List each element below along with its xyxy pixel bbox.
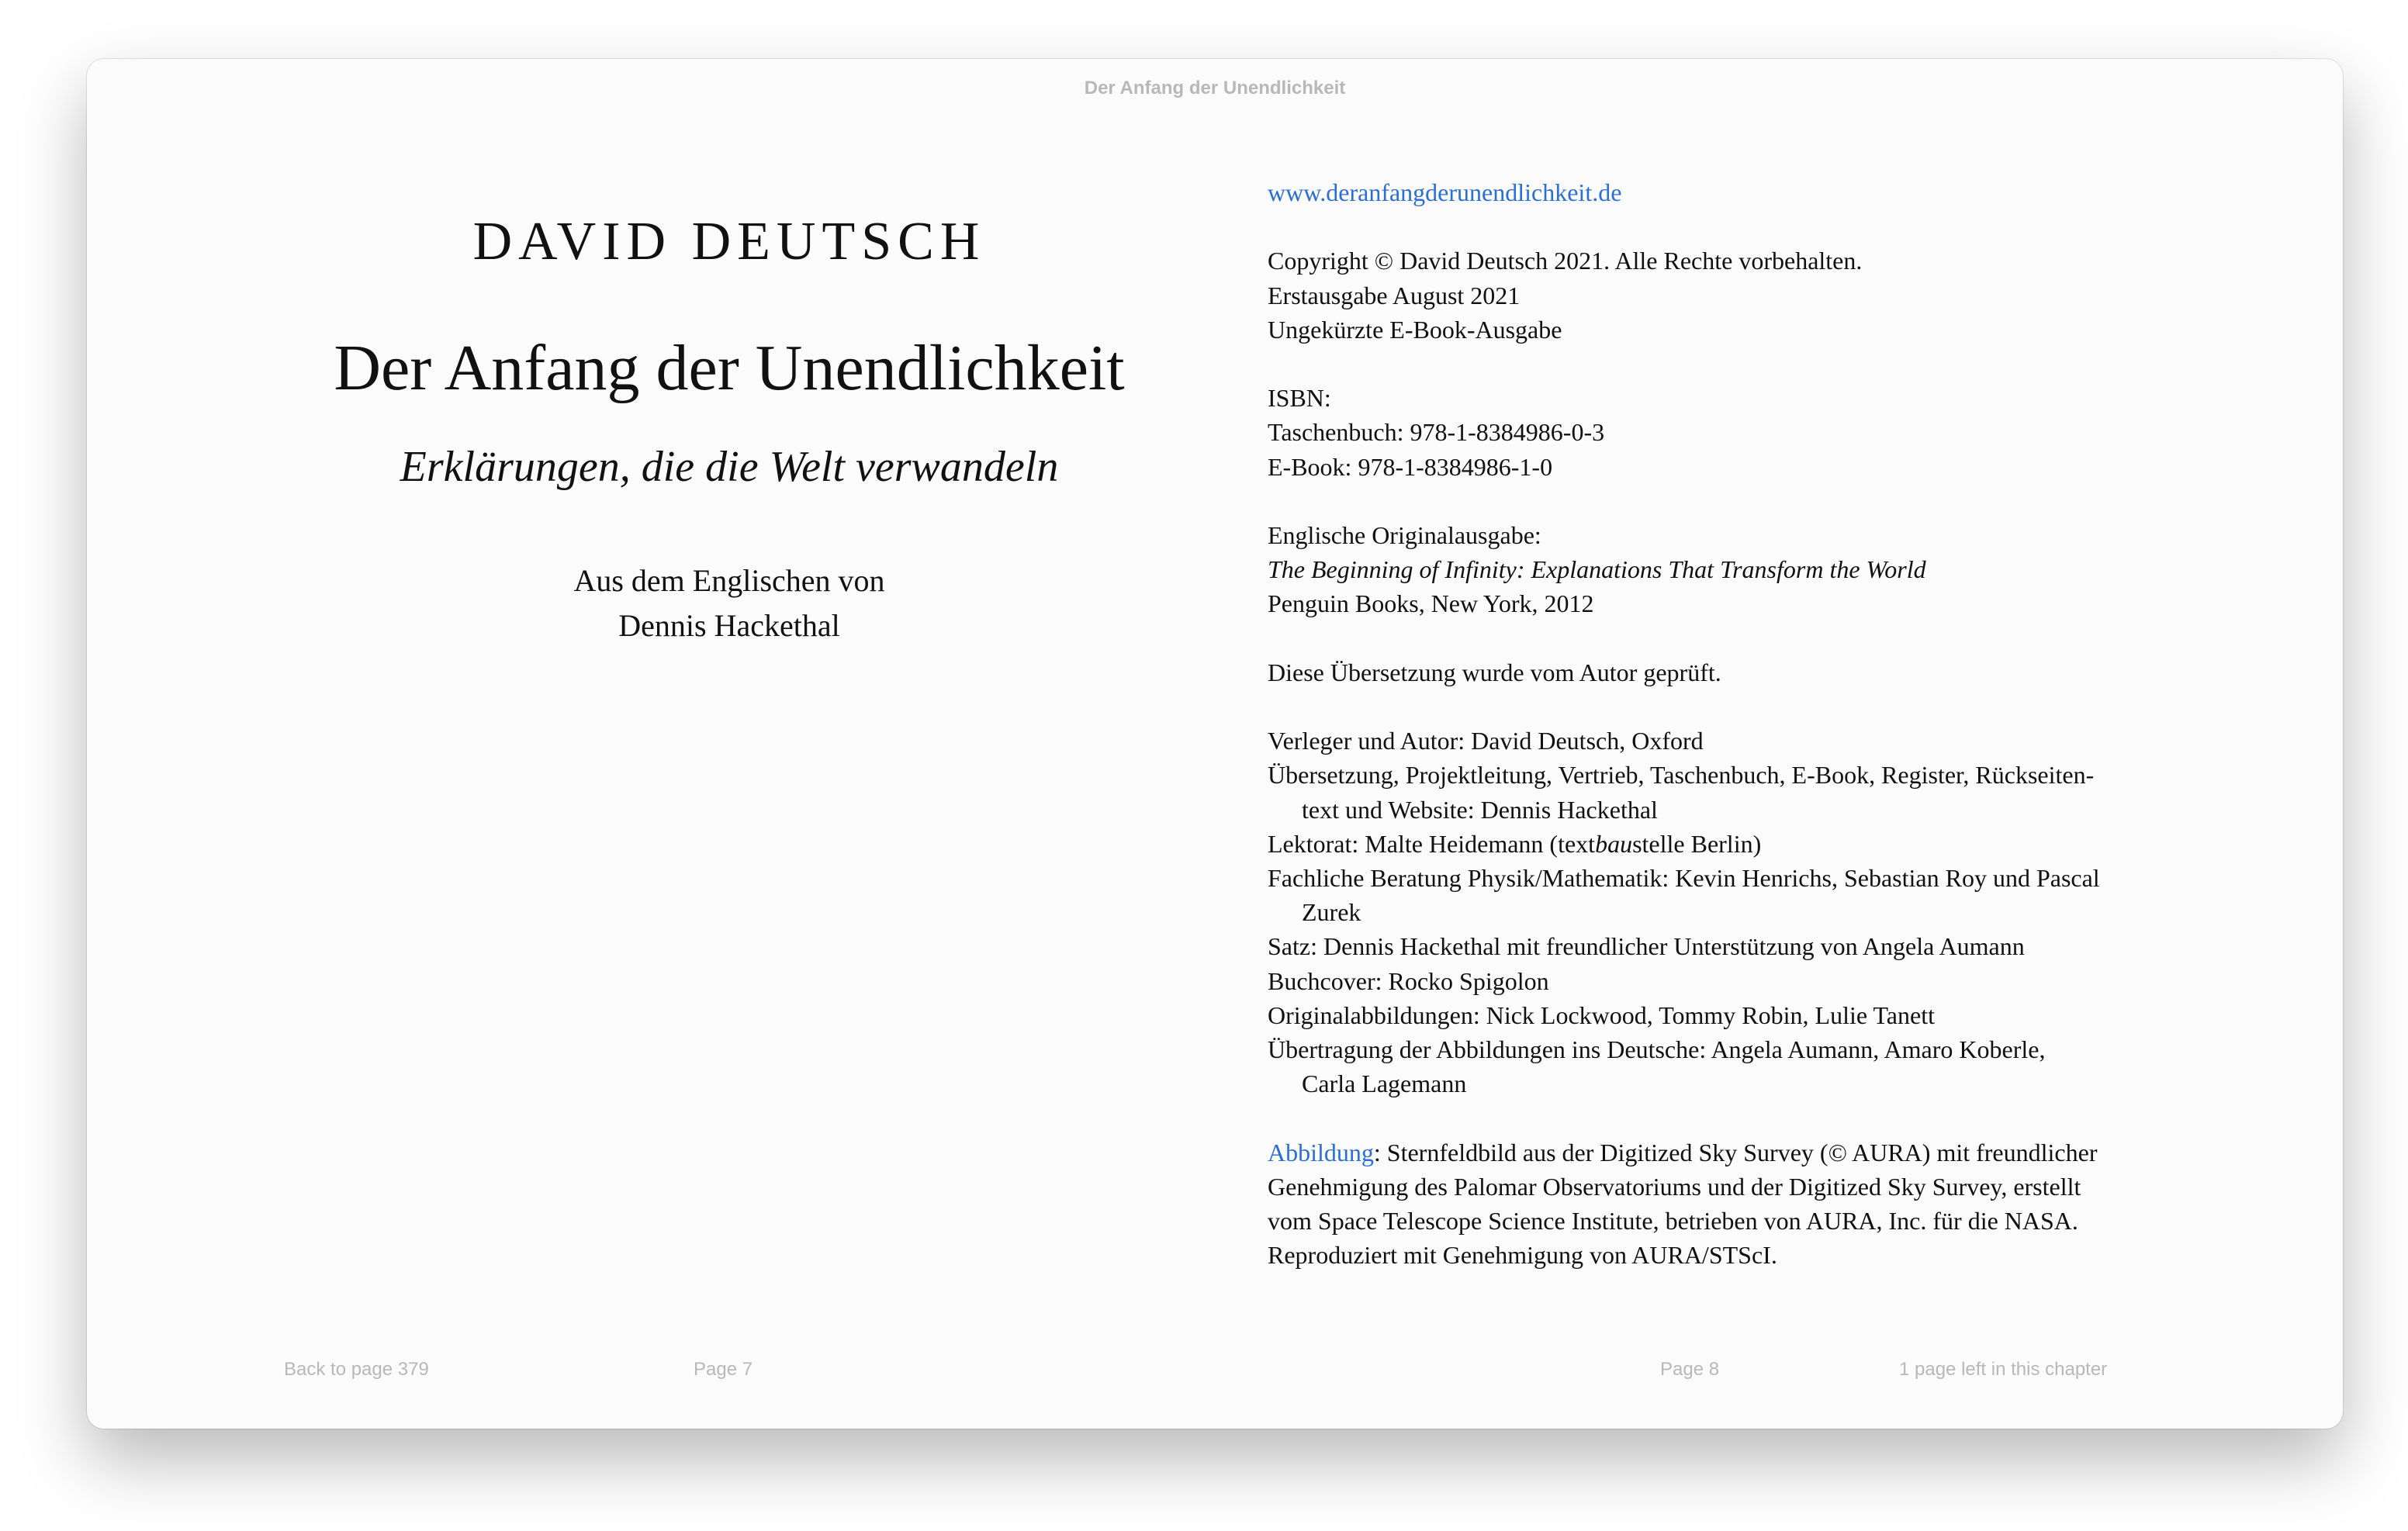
figure-link[interactable]: Abbildung: [1268, 1138, 1374, 1166]
original-title: The Beginning of Infinity: Explanations That Transform the World: [1268, 555, 1926, 584]
credit-editing-text-after: stelle Berlin): [1632, 829, 1762, 858]
credit-consulting: Fachliche Beratung Physik/Mathematik: Kevin Henrichs, Sebastian Roy und Pascal: [1268, 863, 2100, 892]
credit-translation-continued: text und Website: Dennis Hackethal: [1302, 795, 1658, 824]
credit-typesetting: Satz: Dennis Hackethal mit freundlicher Unterstützung von Angela Aumann: [1268, 932, 2025, 961]
isbn-label: ISBN:: [1268, 384, 1331, 413]
book-reader-window: [87, 59, 2343, 1429]
credit-editing-text-before: Lektorat: Malte Heidemann (text: [1268, 829, 1596, 858]
translator-line-2: Dennis Hackethal: [618, 608, 840, 643]
credit-translation: Übersetzung, Projektleitung, Vertrieb, Taschenbuch, E-Book, Register, Rückseiten-: [1268, 761, 2095, 790]
original-edition-label: Englische Originalausgabe:: [1268, 520, 1541, 549]
chapter-pages-remaining: 1 page left in this chapter: [1899, 1359, 2108, 1380]
right-page-number: Page 8: [1660, 1359, 1720, 1380]
first-edition-line: Erstausgabe August 2021: [1268, 281, 1521, 309]
translator-line-1: Aus dem Englischen von: [573, 563, 885, 598]
figure-credit-line-2: Genehmigung des Palomar Observatoriums und der Digitized Sky Survey, erstellt: [1268, 1172, 2081, 1201]
ebook-edition-line: Ungekürzte E-Book-Ausgabe: [1268, 315, 1562, 344]
credit-publisher: Verleger und Autor: David Deutsch, Oxford: [1268, 727, 1704, 755]
website-link[interactable]: www.deranfangderunendlichkeit.de: [1268, 178, 1622, 206]
credit-editing: [1268, 827, 2191, 861]
credit-illustrations-transfer: Übertragung der Abbildungen ins Deutsche: Angela Aumann, Amaro Koberle,: [1268, 1035, 2046, 1063]
credit-editing-text-italic: bau: [1595, 829, 1633, 858]
figure-credit-line-1: [1268, 1135, 2191, 1170]
window-title: Der Anfang der Unendlichkeit: [1084, 78, 1346, 98]
author-review-note: Diese Übersetzung wurde vom Autor geprüft.: [1268, 658, 1721, 686]
credit-illustrations-transfer-continued: Carla Lagemann: [1302, 1070, 1467, 1098]
left-page: [87, 59, 1372, 1429]
translator-credit: [87, 558, 1372, 648]
credit-illustrations: Originalabbildungen: Nick Lockwood, Tommy Robin, Lulie Tanett: [1268, 1001, 1935, 1029]
original-publisher: Penguin Books, New York, 2012: [1268, 589, 1594, 618]
isbn-paperback: Taschenbuch: 978-1-8384986-0-3: [1268, 418, 1605, 447]
book-title: Der Anfang der Unendlichkeit: [334, 332, 1125, 404]
book-subtitle: Erklärungen, die die Welt verwandeln: [400, 443, 1059, 491]
credit-cover: Buchcover: Rocko Spigolon: [1268, 966, 1549, 995]
back-to-page-link[interactable]: Back to page 379: [284, 1359, 429, 1380]
author-name: DAVID DEUTSCH: [472, 212, 986, 271]
isbn-ebook: E-Book: 978-1-8384986-1-0: [1268, 452, 1553, 481]
credit-consulting-continued: Zurek: [1302, 898, 1361, 927]
figure-credit-line-3: vom Space Telescope Science Institute, betrieben von AURA, Inc. für die NASA.: [1268, 1207, 2078, 1235]
copyright-line: Copyright © David Deutsch 2021. Alle Rechte vorbehalten.: [1268, 247, 1863, 275]
figure-credit-line-4: Reproduziert mit Genehmigung von AURA/STScI.: [1268, 1241, 1777, 1270]
left-page-number: Page 7: [694, 1359, 753, 1380]
right-page: [1268, 175, 2191, 1272]
figure-credit-text-1: : Sternfeldbild aus der Digitized Sky Survey (© AURA) mit freundlicher: [1373, 1138, 2098, 1166]
